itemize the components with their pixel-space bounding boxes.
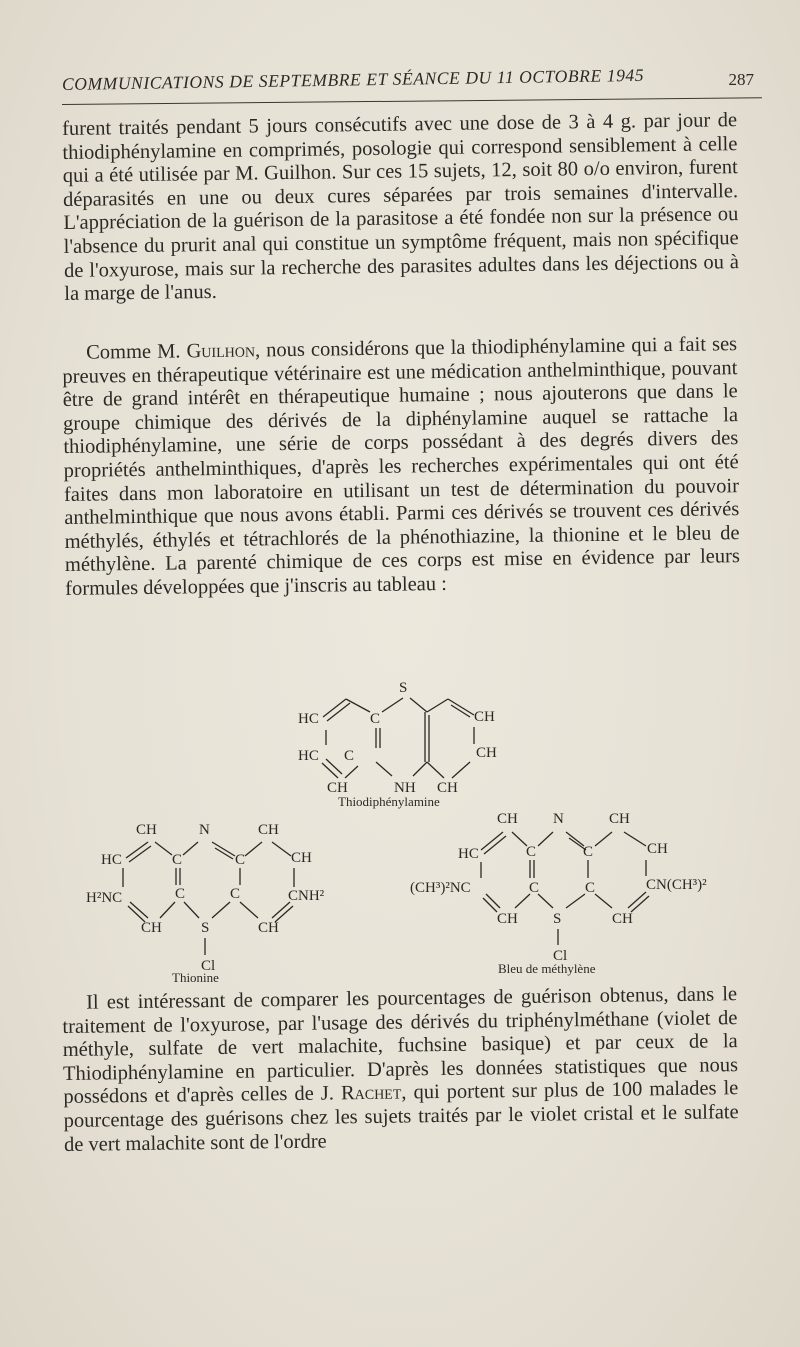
bond-line <box>566 832 584 846</box>
bond-line <box>448 699 474 715</box>
atom-label: C <box>583 844 594 860</box>
atom-label: CH <box>136 822 157 838</box>
bond-line <box>566 894 585 908</box>
bond-line <box>275 906 293 922</box>
atom-label: C <box>585 880 596 896</box>
atom-label: S <box>201 920 210 936</box>
bond-line <box>160 902 175 918</box>
atom-label: S <box>399 680 408 696</box>
methylene-blue-caption: Bleu de méthylène <box>498 961 596 976</box>
bond-line <box>413 762 427 776</box>
atom-label: CH <box>474 709 495 725</box>
atom-label: NH <box>394 780 416 796</box>
atom-label: N <box>553 811 564 827</box>
atom-label: CH <box>497 911 518 927</box>
atom-label: H²NC <box>86 890 123 906</box>
running-title: COMMUNICATIONS DE SEPTEMBRE ET SÉANCE DU 11 OCTOBRE 1945 <box>61 64 645 94</box>
bond-line <box>512 832 527 846</box>
atom-label: C <box>235 852 246 868</box>
bond-line <box>245 842 262 856</box>
author-name-rachet: Rachet <box>340 1081 402 1105</box>
bond-line <box>624 832 646 846</box>
atom-label: CH <box>476 745 497 761</box>
atom-label: CH <box>327 780 348 796</box>
p3-text-rest: , qui portent sur plus de 100 malades le pourcentage des guérisons chez les sujets traités par le violet cristal et le sulfate de vert malachite sont de l'ordre <box>63 1077 739 1156</box>
atom-label: CH <box>612 911 633 927</box>
atom-label: (CH³)²NC <box>410 880 471 896</box>
atom-label: CH <box>647 841 668 857</box>
atom-label: CH <box>291 850 312 866</box>
bond-line <box>452 762 470 778</box>
atom-label: Cl <box>553 948 568 964</box>
bond-line <box>427 762 444 778</box>
atom-label: HC <box>458 846 479 862</box>
atom-label: CH <box>141 920 162 936</box>
methylene-blue-formula <box>410 811 707 976</box>
bond-line <box>326 759 342 774</box>
atom-label: S <box>553 911 562 927</box>
atom-label: C <box>370 711 381 727</box>
atom-label: C <box>529 880 540 896</box>
atom-label: CH <box>258 822 279 838</box>
atom-label: CH <box>497 811 518 827</box>
p3-text-start: Il est intéressant de comparer les pourcentages de guérison obtenus, dans le traitement de l'oxyurose, par l'usage des dérivés du triphénylméthane (violet de méthyle, sulfate de vert malachite, fuchsine basique) et par ceux de la Thiodiphénylamine en particulier. D'après les données statistiques que nous possédons et d'après celles de J. <box>62 983 739 1109</box>
atom-label: N <box>199 822 210 838</box>
atom-label: CH <box>609 811 630 827</box>
bond-line <box>345 766 358 778</box>
p2-text-start: Comme M. <box>85 340 187 364</box>
bond-line <box>376 762 392 776</box>
atom-label: C <box>344 748 355 764</box>
bond-line <box>155 842 172 855</box>
thiodiphenylamine-formula <box>298 680 497 809</box>
atom-label: HC <box>101 852 122 868</box>
bond-line <box>595 832 612 846</box>
bond-line <box>183 842 198 855</box>
bond-line <box>595 894 612 908</box>
page-number: 287 <box>728 70 754 89</box>
thiodiphenylamine-caption: Thiodiphénylamine <box>338 794 440 809</box>
author-name-guilhon: Guilhon <box>186 339 256 363</box>
bond-line <box>486 894 500 908</box>
atom-label: HC <box>298 711 319 727</box>
atom-label: CH <box>437 780 458 796</box>
bond-line <box>322 763 338 778</box>
bond-line <box>346 699 370 712</box>
thionine-formula <box>86 822 325 985</box>
bond-line <box>538 832 553 846</box>
bond-line <box>515 894 530 908</box>
bond-line <box>631 896 649 912</box>
bond-line <box>427 699 448 712</box>
p2-text-rest: , nous considérons que la thiodiphénylamine qui a fait ses preuves en thérapeutique vétérinaire est une médication anthelminthique, pouvant être de grand intérêt en thérapeutique humaine ; nous ajouterons que dans le groupe chimique des dérivés de la diphénylamine auquel se rattache la thiodiphénylamine, une série de corps possédant à des degrés divers des propriétés anthelminthiques, d'après les recherches expérimentales qui ont été faites dans mon laboratoire en utilisant un test de détermination du pouvoir anthelminthique que nous avons établi. Parmi ces dérivés se trouvent ces dérivés méthylés, éthylés et tétrachlorés de la phénothiazine, la thionine et le bleu de méthylène. La parenté chimique de ces corps est mise en évidence par leurs formules développées que j'inscris au tableau : <box>62 333 741 600</box>
atom-label: CN(CH³)² <box>646 877 707 893</box>
paragraph-3 <box>62 983 739 1157</box>
thionine-caption: Thionine <box>172 970 219 985</box>
bond-line <box>538 894 553 908</box>
bond-line <box>184 902 199 918</box>
atom-label: C <box>172 852 183 868</box>
bond-line <box>410 698 427 712</box>
bond-line <box>272 842 291 856</box>
atom-label: CNH² <box>288 888 325 904</box>
bond-line <box>212 902 230 918</box>
bond-line <box>240 902 258 918</box>
atom-label: C <box>526 844 537 860</box>
atom-label: Cl <box>201 958 216 974</box>
atom-label: C <box>230 886 241 902</box>
bond-line <box>323 699 346 717</box>
bond-line <box>327 703 350 721</box>
bond-line <box>382 698 403 712</box>
paragraph-1: furent traités pendant 5 jours consécutifs avec une dose de 3 à 4 g. par jour de thiodiphénylamine en comprimés, posologie qui correspond sensiblement à celle qui a été utilisée par M. Guilhon. Sur ces 15 sujets, 12, soit 80 o/o environ, furent déparasités en une ou deux cures séparées par trois semaines d'intervalle. L'appréciation de la guérison de la parasitose a été fondée non sur la présence ou l'absence du prurit anal qui constitue un symptôme fréquent, mais non spécifique de l'oxyurose, mais sur la recherche des parasites adultes dans les déjections ou à la marge de l'anus. <box>62 109 740 306</box>
bond-line <box>483 898 497 912</box>
atom-label: HC <box>298 748 319 764</box>
bond-line <box>628 892 646 908</box>
bond-line <box>272 902 290 918</box>
atom-label: CH <box>258 920 279 936</box>
atom-label: C <box>175 886 186 902</box>
